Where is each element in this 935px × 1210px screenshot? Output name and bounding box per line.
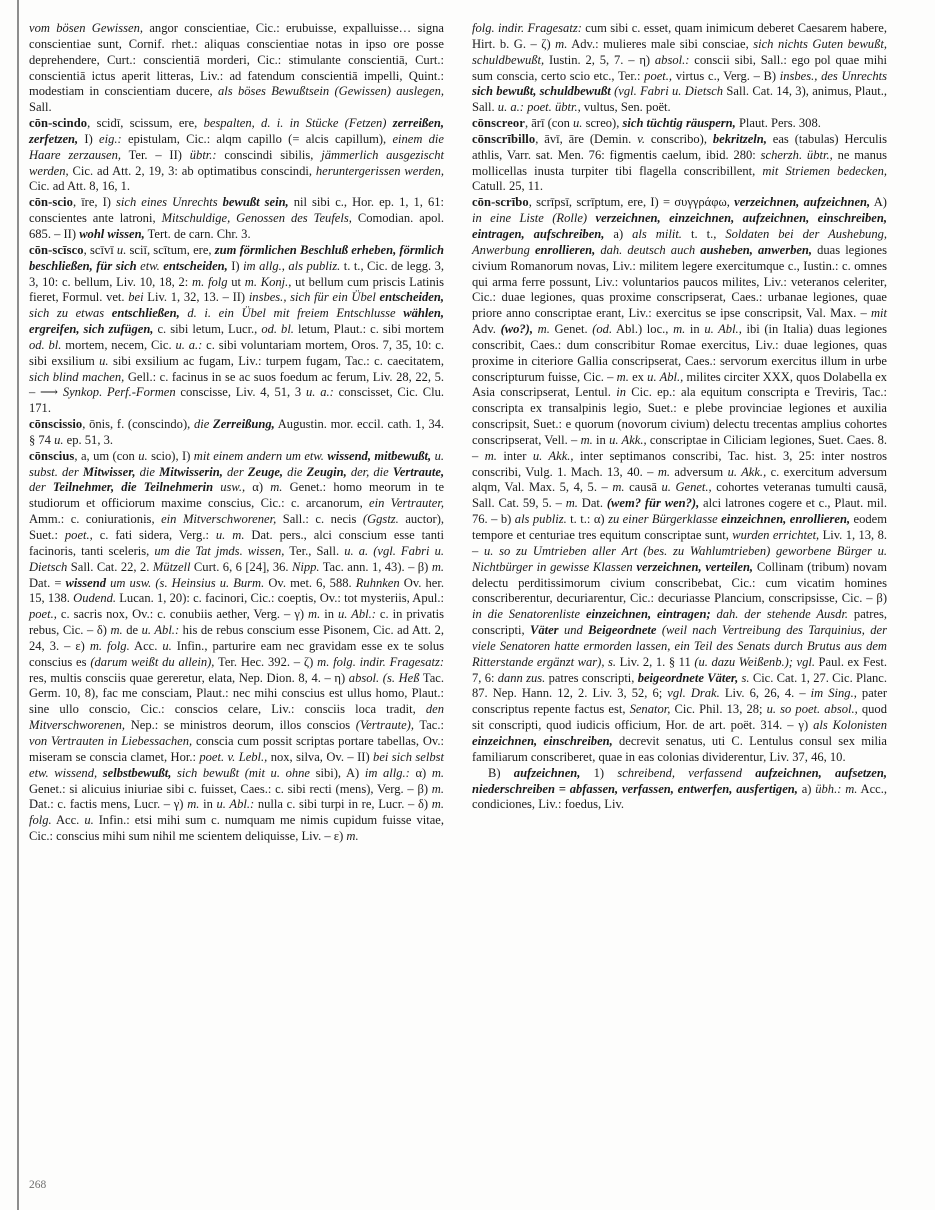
dictionary-entry: cōnscissio, ōnis, f. (conscindo), die Zerreißung, Augustin. mor. eccil. cath. 1, 34. § 74 u. ep. 51, 3. [29,417,444,447]
dictionary-entry: cōn-scindo, scidī, scissum, ere, bespalten, d. i. in Stücke (Fetzen) zerreißen, zerfetzen, I) eig.: epistulam, Cic.: alqm capillo (= alcis capillum), einem die Haare zerzausen, Ter. – II) übtr.: conscindi sibilis, jämmerlich ausgezischt werden, Cic. ad Att. 2, 19, 3: ab optimatibus conscindi, heruntergerissen werden, Cic. ad Att. 8, 16, 1. [29,116,444,194]
left-text-column [29,21,444,845]
page-number: 268 [29,1179,47,1191]
dictionary-entry: cōn-scrībo, scrīpsī, scrīptum, ere, I) = συγγράφω, verzeichnen, aufzeichnen, A) in eine Liste (Rolle) verzeichnen, einzeichnen, aufzeichnen, einschreiben, eintragen, aufschreiben, a) als milit. t. t., Soldaten bei der Aushebung, Anwerbung enrollieren, dah. deutsch auch ausheben, anwerben, duas legiones civium Romanorum novas, Liv.: militem legere exercitumque c., Iustin.: c. omnes qui arma ferre possunt, Liv.: voluntarios paucos milites, Liv.: veteranos celeriter, Cic.: duae legiones, quas proxime conscripserat, Caes.: urbanae legiones, quae priore anno conscriptae erant, Liv.: exercitus se ipse conscripsit, Val. Max. – mit Adv. (wo?), m. Genet. (od. Abl.) loc., m. in u. Abl., ibi (in Italia) duas legiones conscribit, Caes.: dum conscribitur Romae exercitus, Liv.: duae legiones, quas proxime in citeriore Gallia conscripserat, Caes.: servorum exercitus illum in urbe conscripturum fuisse, Cic. – m. ex u. Abl., milites circiter XXX, quos Dolabella ex Asia conscripserat, Lentul. in Cic. ep.: ala equitum conscripta e Treviris, Tac.: conscripta ex transalpinis legio, Suet.: e plebe provinciae legiones et auxilia conscripsit, Suet.: e quorum (novorum civium) delectu trecentas amplius cohortes conscripserat, Vell. – m. in u. Akk., conscriptae in Ciliciam legiones, Suet. Caes. 8. – m. inter u. Akk., inter septimanos conscribi, Tac. hist. 3, 25: inter nostros conscribi, Vulg. 1. Mach. 13, 40. – m. adversum u. Akk., c. exercitum adversum alqm, Val. Max. 5, 4, 5. – m. causā u. Genet., cohortes veteranas tumulti causā, Sall. Cat. 59, 5. – m. Dat. (wem? für wen?), alci latrones cogere et c., Plaut. mil. 76. – b) als publiz. t. t.: α) zu einer Bürgerklasse einzeichnen, enrollieren, eodem tempore et centuriae tres equitum conscriptae sunt, wurden errichtet, Liv. 1, 13, 8. – u. so zu Umtrieben aller Art (bes. zu Wahlumtrieben) geworbene Bürger u. Nichtbürger in gewisse Klassen verzeichnen, verteilen, Collinam (tribum) novam delectu perditissimorum civium conscribebat, Cic.: cum vicatim homines conscriberentur, decuriarentur, Cic.: decuriasse Plancium, conscripsisse, Cic. – β) in die Senatorenliste einzeichnen, eintragen; dah. der stehende Ausdr. patres, conscripti, Väter und Beigeordnete (weil nach Vertreibung des Tarquinius, der viele Senatoren hatte ermorden lassen, ein Teil des Senats durch Brutus aus dem Ritterstande ergänzt war), s. Liv. 2, 1. § 11 (u. dazu Weißenb.); vgl. Paul. ex Fest. 7, 6: dann zus. patres conscripti, beigeordnete Väter, s. Cic. Cat. 1, 27. Cic. Planc. 87. Nep. Hann. 12, 2. Liv. 3, 52, 6; vgl. Drak. Liv. 6, 26, 4. – im Sing., pater conscriptus repente factus est, Senator, Cic. Phil. 13, 28; u. so poet. absol., quod sit conscripti, quod iudicis officium, Hor. de art. poët. 314. – γ) als Kolonisten einzeichnen, einschreiben, decrevit senatus, uti C. Lentulus consul sex milia familiarum conscriberet, quae in eas colonias dividerentur, Liv. 37, 46, 10. [472,195,888,764]
two-column-text-body [29,21,887,1149]
dictionary-entry: cōn-scīsco, scīvī u. sciī, scītum, ere, zum förmlichen Beschluß erheben, förmlich beschließen, für sich etw. entscheiden, I) im allg., als publiz. t. t., Cic. de legg. 3, 3, 10: c. bellum, Liv. 10, 18, 2: m. folg ut m. Konj., ut bellum cum priscis Latinis fieret, Formul. vet. bei Liv. 1, 32, 13. – II) insbes., sich für ein Übel entscheiden, sich zu etwas entschließen, d. i. ein Übel mit freiem Entschlusse wählen, ergreifen, sich zufügen, c. sibi letum, Lucr., od. bl. letum, Plaut.: c. sibi mortem od. bl. mortem, necem, Cic. u. a.: c. sibi voluntariam mortem, Oros. 7, 35, 10: c. sibi exsilium u. sibi exsilium ac fugam, Liv.: turpem fugam, Tac.: c. caecitatem, sich blind machen, Gell.: c. facinus in se ac suos foedum ac ferum, Liv. 28, 22, 5. – ⟶ Synkop. Perf.-Formen conscisse, Liv. 4, 51, 3 u. a.: conscisset, Cic. Clu. 171. [29,242,445,416]
dictionary-entry-continuation: B) aufzeichnen, 1) schreibend, verfassend aufzeichnen, aufsetzen, niederschreiben = abfassen, verfassen, entwerfen, ausfertigen, a) übh.: m. Acc., condiciones, Liv.: foedus, Liv. [472,765,887,812]
dictionary-entry-continuation: vom bösen Gewissen, angor conscientiae, Cic.: erubuisse, expalluisse… signa conscientiae sunt, Cornif. rhet.: aliquas conscientiae notas in ipso ore posse deprehendere, Curt.: conscientiā morderi, Cic.: stimulante conscientiā, Curt.: conscientiā ictus aperit litteras, Liv.: ad fatendum conscientiā impelli, Quint.: modestiam in conscientiam ducere, als böses Bewußtsein (Gewissen) auslegen, Sall. [29,21,444,115]
dictionary-entry: cōnscrībillo, āvī, āre (Demin. v. conscribo), bekritzeln, eas (tabulas) Herculis athlis, Varr. sat. Men. 76: figmentis caelum, ibid. 280: scherzh. übtr., ne manus mollicellas inusta turpiter tibi flagella conscribillent, mit Striemen bedecken, Catull. 25, 11. [472,131,888,194]
page-spine-rule [17,0,19,1210]
dictionary-entry: cōnscius, a, um (con u. scio), I) mit einem andern um etw. wissend, mitbewußt, u. subst. der Mitwisser, die Mitwisserin, der Zeuge, die Zeugin, der, die Vertraute, der Teilnehmer, die Teilnehmerin usw., α) m. Genet.: homo meorum in te studiorum et officiorum maxime conscius, Cic.: c. arcanorum, ein Vertrauter, Amm.: c. coniurationis, ein Mitverschworener, Sall.: c. necis (Ggstz. auctor), Suet.: poet., c. fati sidera, Verg.: u. m. Dat. pers., alci conscium esse tanti facinoris, tanti sceleris, um die Tat jmds. wissen, Ter., Sall. u. a. (vgl. Fabri u. Dietsch Sall. Cat. 22, 2. Mützell Curt. 6, 6 [24], 36. Nipp. Tac. ann. 1, 43). – β) m. Dat. = wissend um usw. (s. Heinsius u. Burm. Ov. met. 6, 588. Ruhnken Ov. her. 15, 138. Oudend. Lucan. 1, 20): c. facinori, Cic.: coeptis, Ov.: tot mysteriis, Apul.: poet., c. sacris nox, Ov.: c. conubiis aether, Verg. – γ) m. in u. Abl.: c. in privatis rebus, Cic. – δ) m. de u. Abl.: his de rebus conscium esse Pisonem, Cic. ad Att. 2, 24, 3. – ε) m. folg. Acc. u. Infin., parturire eam nec gravidam esse ex te solus conscius es (darum weißt du allein), Ter. Hec. 392. – ζ) m. folg. indir. Fragesatz: res, multis consciis quae gereretur, elata, Nep. Dion. 8, 4. – η) absol. (s. Heß Tac. Germ. 10, 8), fac me consciam, Plaut.: nec mihi conscius est ullus homo, Plaut.: sine ullo conscio, Cic.: conscios celare, Liv.: consciis loca tradit, den Mitverschworenen, Nep.: se ministros deorum, illos conscios (Vertraute), Tac.: von Vertrauten in Liebessachen, conscia cum possit scriptas portare tabellas, Ov.: miseram se conscia clamet, Hor.: poet. v. Lebl., nox, silva, Ov. – II) bei sich selbst etw. wissend, selbstbewußt, sich bewußt (mit u. ohne sibi), A) im allg.: α) m. Genet.: si alicuius iniuriae sibi c. fuisset, Caes.: c. sibi recti (mens), Verg. – β) m. Dat.: c. factis mens, Lucr. – γ) m. in u. Abl.: nulla c. sibi turpi in re, Lucr. – δ) m. folg. Acc. u. Infin.: etsi mihi sum c. numquam me nimis cupidum fuisse vitae, Cic.: conscius mihi sum nihil me scientem deliquisse, Liv. – ε) m. [29,448,445,844]
dictionary-entry: cōn-scio, īre, I) sich eines Unrechts bewußt sein, nil sibi c., Hor. ep. 1, 1, 61: conscientes ante latroni, Mitschuldige, Genossen des Teufels, Comodian. apol. 685. – II) wohl wissen, Tert. de carn. Chr. 3. [29,195,445,241]
dictionary-entry-continuation: folg. indir. Fragesatz: cum sibi c. esset, quam inimicum deberet Caesarem habere, Hirt. b. G. – ζ) m. Adv.: mulieres male sibi consciae, sich nichts Guten bewußt, schuldbewußt, Iustin. 2, 5, 7. – η) absol.: conscii sibi, Sall.: ego pol quae mihi sum conscia, certo scio etc., Ter.: poet., virtus c., Verg. – B) insbes., des Unrechts sich bewußt, schuldbewußt (vgl. Fabri u. Dietsch Sall. Cat. 14, 3), animus, Plaut., Sall. u. a.: poet. übtr., vultus, Sen. poët. [472,21,888,115]
right-text-column [472,21,887,813]
dictionary-entry: cōnscreor, ārī (con u. screo), sich tüchtig räuspern, Plaut. Pers. 308. [472,116,821,131]
